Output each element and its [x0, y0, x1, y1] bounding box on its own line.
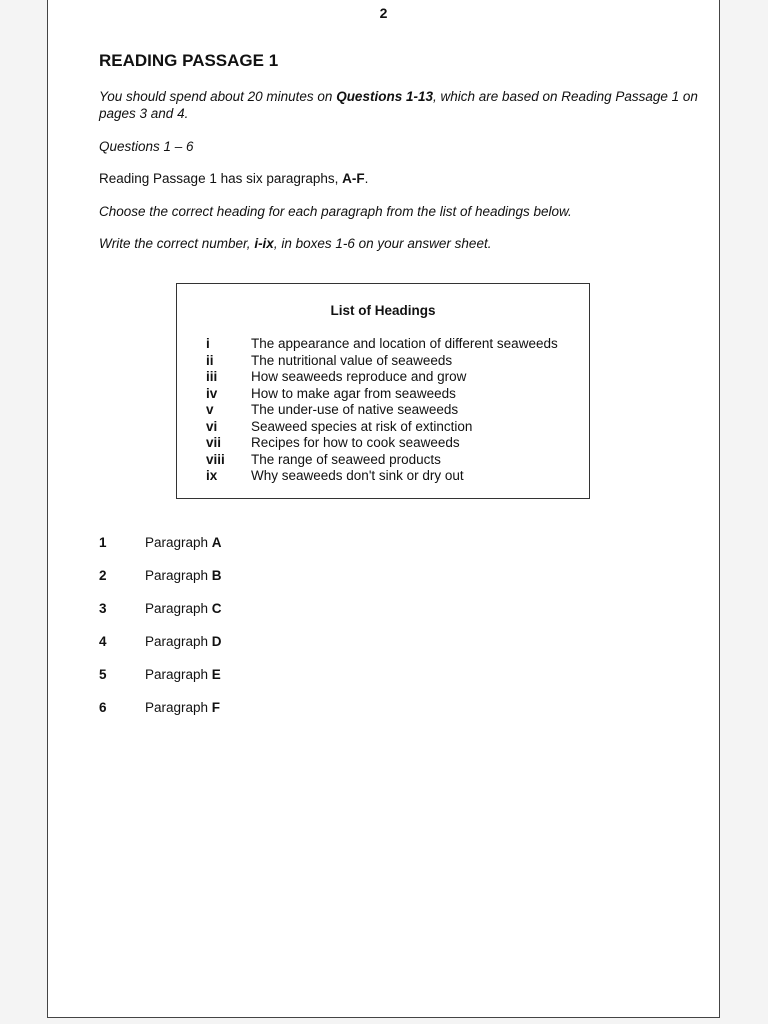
heading-text: The nutritional value of seaweeds	[251, 352, 453, 368]
paragraph-label: Paragraph	[145, 634, 212, 649]
paragraph-info-text: Reading Passage 1 has six paragraphs,	[99, 171, 343, 186]
page-number: 2	[379, 5, 388, 21]
paragraph-label: Paragraph	[145, 700, 212, 715]
question-item	[99, 698, 222, 731]
heading-item	[206, 386, 558, 403]
paragraph-label: Paragraph	[145, 667, 212, 682]
question-list	[99, 533, 222, 731]
paragraph-info-end: .	[364, 171, 369, 186]
questions-range: Questions 1 – 6	[99, 139, 194, 154]
heading-item	[206, 419, 558, 436]
heading-item	[206, 336, 558, 353]
heading-text: Recipes for how to cook seaweeds	[251, 435, 460, 450]
heading-text: Seaweed species at risk of extinction	[251, 418, 473, 434]
heading-numeral: ix	[206, 468, 218, 483]
question-number: 3	[99, 601, 107, 616]
heading-item	[206, 402, 558, 419]
write-instruction	[99, 236, 491, 251]
question-item	[99, 533, 222, 566]
headings-title: List of Headings	[330, 303, 436, 318]
write-instruction-end: , in boxes 1-6 on your answer sheet.	[273, 236, 492, 251]
write-instruction-text: Write the correct number,	[99, 236, 255, 251]
heading-text: How to make agar from seaweeds	[251, 385, 456, 401]
question-number: 1	[99, 535, 107, 550]
headings-list	[206, 336, 558, 485]
heading-numeral: iv	[206, 385, 218, 401]
time-instruction	[99, 88, 709, 122]
heading-text: The range of seaweed products	[251, 451, 441, 467]
paragraph-letter: E	[211, 667, 221, 682]
numeral-range: i-ix	[254, 236, 274, 251]
question-item	[99, 566, 222, 599]
time-instruction-text: You should spend about 20 minutes on	[99, 89, 337, 104]
question-item	[99, 632, 222, 665]
time-instruction-text-end: , which are based on Reading Passage 1 on pages 3 and 4.	[99, 89, 698, 121]
question-number: 5	[99, 667, 107, 682]
heading-text: The appearance and location of different seaweeds	[251, 336, 558, 351]
heading-item	[206, 452, 558, 469]
question-number: 4	[99, 634, 107, 649]
paragraph-letter: B	[211, 568, 222, 583]
paragraph-range: A-F	[342, 171, 365, 186]
heading-numeral: viii	[206, 451, 225, 467]
heading-item	[206, 435, 558, 452]
heading-item	[206, 369, 558, 386]
question-item	[99, 599, 222, 632]
passage-title: READING PASSAGE 1	[99, 51, 279, 70]
paragraph-label: Paragraph	[145, 535, 212, 550]
paragraph-letter: A	[211, 535, 222, 550]
heading-numeral: v	[206, 402, 214, 417]
heading-text: How seaweeds reproduce and grow	[251, 369, 467, 384]
heading-item	[206, 468, 558, 485]
heading-numeral: iii	[206, 369, 218, 384]
heading-text: Why seaweeds don't sink or dry out	[251, 468, 464, 483]
paragraph-info	[99, 171, 368, 186]
question-number: 2	[99, 568, 107, 583]
heading-numeral: vii	[206, 435, 222, 450]
heading-numeral: ii	[206, 352, 214, 368]
heading-item	[206, 353, 558, 370]
heading-numeral: vi	[206, 418, 218, 434]
paragraph-letter: F	[211, 700, 221, 715]
paragraph-label: Paragraph	[145, 568, 212, 583]
exam-page	[47, 0, 720, 1018]
heading-text: The under-use of native seaweeds	[251, 402, 459, 417]
questions-reference: Questions 1-13	[336, 89, 433, 104]
question-number: 6	[99, 700, 107, 715]
choose-instruction: Choose the correct heading for each paragraph from the list of headings below.	[99, 204, 572, 219]
paragraph-letter: C	[211, 601, 222, 616]
paragraph-letter: D	[211, 634, 222, 649]
question-item	[99, 665, 222, 698]
headings-box	[176, 283, 590, 499]
heading-numeral: i	[206, 336, 210, 351]
paragraph-label: Paragraph	[145, 601, 212, 616]
